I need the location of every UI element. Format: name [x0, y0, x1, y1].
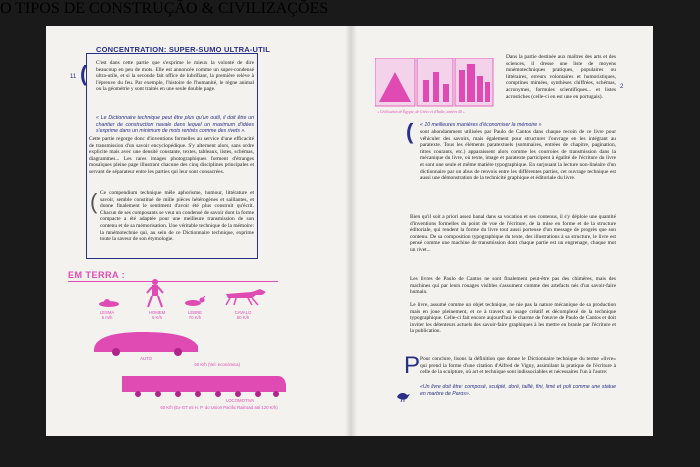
right-paragraph-2-lead: « 10 meilleures manières d'économiser la mémoire » — [420, 122, 542, 128]
box-quote: « Le Dictionnaire technique peut être plus qu'un outil, il doit être un chantier de construction navale dans lequel un maximum d'idées s'exprime dans un minimum de mots rentrés comme des rivets ». — [96, 115, 254, 135]
box-paragraph-2: Cette partie regorge donc d'inventions formelles au service d'une efficacité de transmission d'un savoir encyclopédique. S'y alternent alors, sans ordre explicite mais avec une densité constante, textes, tableaux, listes, schémas, diagrammes... Les rares images photographiques forment d'étranges mosaïques pleine page illustrant chacune des cinq disciplines principales et servant de séparateur entre les parties qui leur sont consacrées. — [89, 136, 254, 175]
right-paragraph-2: sont abondamment utilisées par Paulo de Cantos dans chaque recoin de ce livre pour véhiculer des savoirs, mais également pour structurer l'ouvrage en les intégrant au paratexte. Tous les éléments paratextuels (sommaires, entrées de chapitre, pagination, titres courants, etc.) apparaissent alors comme les courroies de transmission dans la mécanique du livre, où texte, image et paratexte participent à égalité de l'écriture du livre et sont une seule et même matière typographique. En surjouant la lecture non-linéaire d'un dictionnaire par un abus de renvois entre les différentes parties, cet ouvrage technique est aussi une démonstration de la technicité graphique et éditoriale du livre. — [420, 129, 616, 182]
drop-cap-p: P — [404, 352, 421, 379]
drop-cap-paren: ( — [406, 119, 414, 144]
snail-icon — [98, 298, 120, 308]
animal-label-0: LESMA 5 m/h — [99, 310, 115, 320]
section-heading: CONCENTRATION: SUPER-SUMO ULTRA-UTIL — [96, 45, 270, 54]
box-paragraph-3: Ce compendium technique mêle aphorisme, humour, littérature et savoir, semble constitué de mille pièces hétérogènes et saillantes, et donne finalement le sentiment d'avoir été plus construit qu'écrit. Chacun de ses composants se veut un condensé de savoir dont la forme compacte a été adaptée pour une meilleure transmission de son contenu et de sa mémorisation. Une véritable technique de la mémoire: la mnémotechnie qui, au sein de ce Dictionnaire technique, exprime toute la saveur de son étymologie. — [100, 190, 254, 243]
car-icon — [92, 328, 202, 356]
right-paragraph-6-quote: «Un livre doit être: composé, sculpté, doré, taillé, fini, limé et poli comme une statue en marbre de Paros». — [420, 384, 616, 397]
figure-subcaption: « Civilisation de Égypte, de Grèce et d'Italie, années 40 » — [377, 110, 465, 114]
loco-speed: 60 K/h (Ex-GT ml H. P. do Union Pacific Railroad até 120 K/h) — [160, 405, 278, 410]
horse-icon — [222, 286, 270, 306]
right-paragraph-4: Les livres de Paulo de Cantos ne sont finalement peut-être pas des chimères, mais des machines qui par leurs rouages visibles s'assument comme des artefacts nés d'un savoir-faire humain. — [410, 276, 616, 296]
page-number-left: 11 — [70, 74, 77, 80]
em-terra-title: EM TERRA : — [68, 270, 278, 282]
right-paragraph-6: Pour conclure, lisons la définition que donne le Dictionnaire technique du terme «livre» qui prend la forme d'une citation d'Alfred de Vigny, assimilant la pratique de l'écriture à celle de la sculpture, où art et technique sont indissociables et nécessaires l'un à l'autre: — [420, 356, 616, 376]
auto-label: AUTO — [140, 356, 152, 361]
loco-label: LOCOMOTIVA — [225, 398, 255, 403]
page-number-right: 2 — [620, 84, 624, 90]
drop-cap-c: ( — [80, 61, 88, 86]
auto-speed: 60 K/h (Vel. económica) — [194, 362, 240, 367]
book-gutter — [345, 26, 357, 436]
right-paragraph-5: Le livre, assumé comme un objet technique, ne nie pas la nature mécanique de sa production mais en joue pleinement, et ce à travers un usage créatif et décomplexé de la technique typographique. Celle-ci fait encore aujourd'hui le charme de l'œuvre de Paulo de Cantos et doit inviter les détenteurs actuels des savoir-faire graphiques à les mettre en branle par l'écriture et la publication. — [410, 302, 616, 335]
civilization-figure — [375, 58, 495, 108]
bird-icon — [395, 390, 411, 402]
drop-cap-c2: ( — [90, 189, 98, 214]
right-paragraph-3: Bien qu'il soit a priori assez banal dans sa vocation et ses contenus, il s'y déploie une quantité d'inventions formelles du point de vue de l'écriture, de la mise en forme et de la structure éditoriale, qui rendent la forme du livre tout aussi porteuse d'un message de progrès que son contenu. De sa composition typographique du texte, des illustrations à sa structure, le livre est pensé comme une machine de transmission dont chaque partie est un engrenage, chaque mot un rivet... — [410, 214, 616, 253]
animal-label-2: LEBRE 70 K/h — [187, 310, 203, 320]
man-icon — [146, 278, 164, 308]
figure-caption: O TIPOS DE CONSTRUÇÃO & CIVILIZAÇÕES — [0, 0, 329, 17]
animal-label-1: HOMEM 6 K/h — [148, 310, 166, 320]
right-paragraph-1: Dans la partie destinée aux maîtres des arts et des sciences, il dresse une liste de moyens mnémotechniques pratiques, populaires ou littéraires, erreurs volontaires et humoristiques, comptines mimées, synthèses chiffrées, schémas, acronymes, formules scientifiques... et listes acrostiches (celle-ci en est une en portugais). — [506, 54, 616, 100]
locomotive-icon — [118, 372, 288, 398]
box-paragraph-1: C'est dans cette partie que s'exprime le mieux la volonté de dire beaucoup en peu de mots. Elle est annoncée comme un super-condensé ultra-utile, et si la seconde fait office de lubrifiant, la première relève à l'épreuve du feu. Par exemple, l'histoire de l'humanité, le règne animal ou la géométrie y sont traités en une seule double page. — [96, 60, 254, 93]
hare-icon — [183, 296, 207, 308]
animal-label-3: CAVALO 60 K/h — [234, 310, 252, 320]
